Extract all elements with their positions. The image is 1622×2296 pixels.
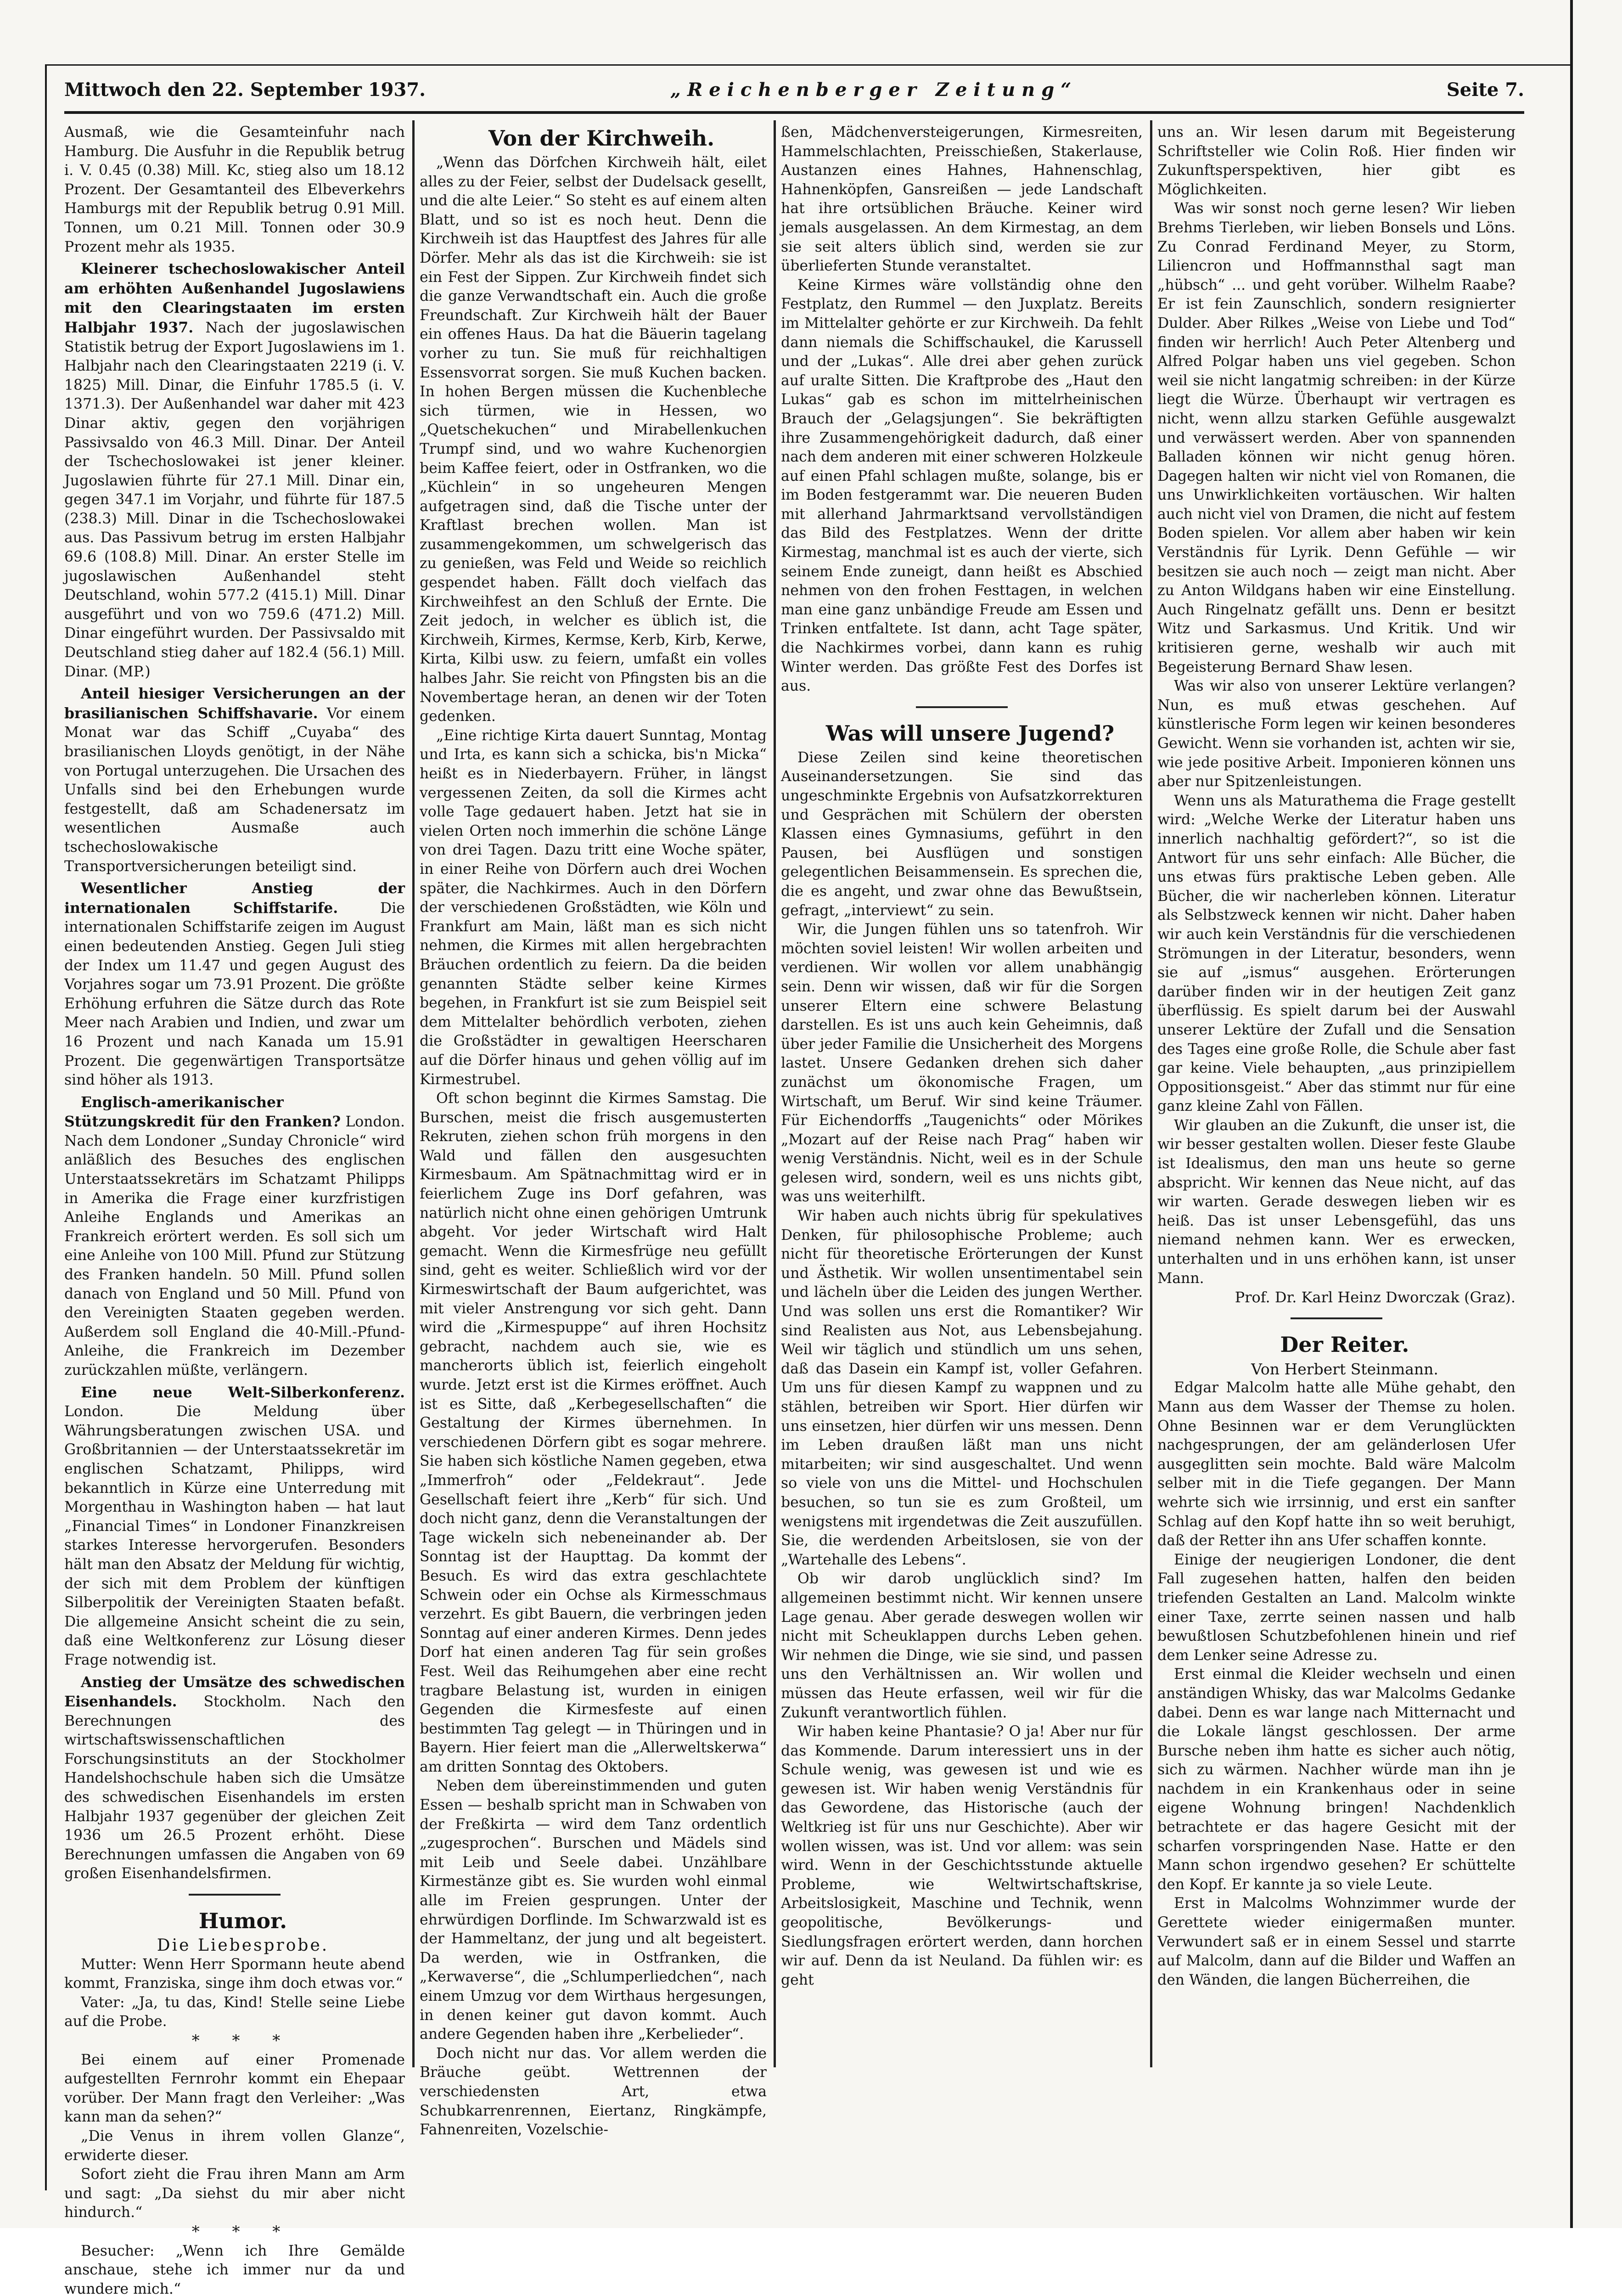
article-paragraph: Was wir sonst noch gerne lesen? Wir lieben Brehms Tierleben, wir lieben Bonsels und Löns. Zu Conrad Ferdinand Meyer, zu Storm, Liliencron und Hoffmannsthal sagt man „hübsch“ ... und geht vorüber. Wilhelm Raabe? Er ist fein Zaunschlich, sondern resignierter Dulder. Aber Rilkes „Weise von Liebe und Tod“ finden wir herrlich! Auch Peter Altenberg und Alfred Polgar haben uns viel gegeben. Schon weil sie nicht langatmig schreiben: in der Kürze liegt die Würze. Überhaupt wir vertragen es nicht, wenn allzu starken Gefühle ausgewalzt und verwässert werden. Aber von spannenden Balladen können wir nicht genug hören. Dagegen halten wir nicht viel von Romanen, die uns Unwirklichkeiten vortäuschen. Wir halten auch nicht viel von Dramen, die nicht auf festem Boden spielen. Vor allem aber haben wir kein Verständnis für Lyrik. Denn Gefühle — wir besitzen sie auch noch — zeigt man nicht. Aber zu Anton Wildgans haben wir eine Einstellung. Auch Ringelnatz gefällt uns. Denn er besitzt Witz und Sarkasmus. Und Kritik. Und wir kritisieren gerne, weshalb wir auch mit Begeisterung Bernard Shaw lesen. [1157, 200, 1515, 675]
news-item-body: Stockholm. Nach den Berechnungen des wirtschaftswissenschaftlichen Forschungsinstituts an der Stockholmer Handelshochschule haben sich die Umsätze des schwedischen Eisenhandels im ersten Halbjahr 1937 gegenüber der gleichen Zeit 1936 um 26.5 Prozent erhöht. Diese Berechnungen umfassen die Angaben von 69 großen Eisenhandelsfirmen. [64, 1694, 405, 1882]
article-paragraph: Wir, die Jungen fühlen uns so tatenfroh. Wir möchten soviel leisten! Wir wollen arbeiten und verdienen. Wir wollen vor allem unabhängig sein. Denn wir wissen, daß wir für die Sorgen unserer Eltern eine schwere Belastung darstellen. Es ist uns auch kein Geheimnis, daß über jeder Familie die Unsicherheit des Morgens lastet. Unsere Gedanken drehen sich daher zunächst um ökonomische Fragen, um Wirtschaft, um Beruf. Wir sind keine Träumer. Für Eichendorffs „Taugenichts“ oder Mörikes „Mozart auf der Reise nach Prag“ haben wir wenig Verständnis. Nicht, weil es in der Schule gelesen wird, sondern, weil es uns nichts gibt, was uns weiterhilft. [781, 921, 1143, 1205]
joke-line: Sofort zieht die Frau ihren Mann am Arm und sagt: „Da siehst du mir aber nicht hindurch.“ [64, 2166, 405, 2221]
news-item-franken [64, 1093, 405, 1380]
column-rule-2 [774, 120, 776, 2067]
news-item-jugoslawien [64, 259, 405, 681]
article-paragraph: Doch nicht nur das. Vor allem werden die Bräuche geübt. Wettrennen der verschiedensten Art, etwa Schubkarrenrennen, Eiertanz, Ringkämpfe, Fahnenreiten, Vozelschie- [420, 2045, 767, 2138]
article-paragraph: Ob wir darob unglücklich sind? Im allgemeinen bestimmt nicht. Wir kennen unsere Lage genau. Aber gerade deswegen wollen wir nicht mit Scheuklappen durchs Leben gehen. Wir nehmen die Dinge, wie sie sind, und passen uns den Verhältnissen an. Wir wollen und müssen das Heute erfassen, weil wir für die Zukunft verantwortlich fühlen. [781, 1570, 1143, 1721]
masthead-title: „Reichenberger Zeitung“ [670, 79, 1078, 101]
article-paragraph: Wir glauben an die Zukunft, die unser ist, die wir besser gestalten wollen. Dieser feste Glaube ist Idealismus, den man uns heute so gerne abspricht. Wir kennen das Neue nicht, auf das wir warten. Gerade deswegen lieben wir es heiß. Das ist unser Lebensgefühl, das uns niemand nehmen kann. Wer es erwecken, unterhalten und in uns erhöhen kann, ist unser Mann. [1157, 1117, 1515, 1287]
news-item-eisenhandel [64, 1673, 405, 1884]
news-item-headline: Anteil hiesiger Versicherungen an der brasilianischen Schiffshavarie. [64, 685, 405, 722]
joke-line: Bei einem auf einer Promenade aufgestellten Fernrohr kommt ein Ehepaar vorüber. Der Mann fragt den Verleiher: „Was kann man da sehen?“ [64, 2051, 405, 2126]
scan-border-top [45, 64, 1570, 66]
article-paragraph: „Eine richtige Kirta dauert Sunntag, Montag und Irta, es kann sich a schicka, bis'n Micka“ heißt es in Niederbayern. Früher, in längst vergessenen Zeiten, da soll die Kirmes acht volle Tage gedauert haben. Jetzt hat sie in vielen Orten noch immerhin die schöne Länge von drei Tagen. Dazu tritt eine Woche später, in einer Reihe von Dörfern auch drei Wochen später, die Nachkirmes. Auch in den Dörfern der verschiedenen Großstädten, wie Köln und Frankfurt am Main, läßt man es sich nicht nehmen, die Kirmes mit allen hergebrachten Bräuchen ordentlich zu feiern. Da die beiden genannten Städte selber keine Kirmes begehen, in Frankfurt ist sie zum Beispiel seit dem Mittelalter behördlich verboten, ziehen die Großstädter in gewaltigen Heerscharen auf die Dörfer hinaus und gehen völlig auf im Kirmestrubel. [420, 727, 767, 1088]
article-paragraph: Einige der neugierigen Londoner, die dent Fall zugesehen hatten, halfen den beiden triefenden Gestalten an Land. Malcolm winkte einer Taxe, zerrte seinen nassen und halb bewußtlosen Schutzbefohlenen hinein und rief dem Lenker seine Adresse zu. [1157, 1551, 1515, 1664]
column-economy [64, 123, 405, 2296]
news-item-headline: Kleinerer tschechoslowakischer Anteil am erhöhten Außenhandel Jugoslawiens mit den Clearingstaaten im ersten Halbjahr 1937. [64, 260, 405, 336]
joke-line: Mutter: Wenn Herr Spormann heute abend kommt, Franziska, singe ihm doch etwas vor.“ [64, 1956, 405, 1992]
section-divider [189, 1894, 281, 1896]
news-item-headline: Englisch-amerikanischer Stützungskredit für den Franken? [64, 1093, 341, 1131]
article-paragraph: Edgar Malcolm hatte alle Mühe gehabt, den Mann aus dem Wasser der Themse zu holen. Ohne Besinnen war er dem Verunglückten nachgesprungen, der am geländerlosen Ufer ausgeglitten sein mochte. Bald wäre Malcolm selber mit in die Tiefe gegangen. Der Mann wehrte sich wie irrsinnig, und erst ein sanfter Schlag auf den Kopf hatte ihn so weit beruhigt, daß der Retter ihn ans Ufer schaffen konnte. [1157, 1379, 1515, 1549]
masthead-page-number: Seite 7. [1446, 79, 1524, 101]
article-paragraph: Wir haben auch nichts übrig für spekulatives Denken, für philosophische Probleme; auch nicht für theoretische Erörterungen der Kunst und Ästhetik. Wir wollen unsentimentabel sein und lächeln über die Leiden des jungen Werther. Und was sollen uns erst die Romantiker? Wir sind Realisten aus Not, aus Lebensbejahung. Weil wir täglich und stündlich um uns sehen, daß das Dasein ein Kampf ist, voller Gefahren. Um uns für diesen Kampf zu wappnen und zu stählen, betreiben wir Sport. Hier dürfen wir uns einsetzen, hier dürfen wir uns messen. Denn im Leben draußen läßt man uns nicht mitarbeiten; wir sind ausgeschaltet. Und wenn so viele von uns die Mittel- und Hochschulen besuchen, so tun sie es zum Großteil, um wenigstens mit irgendetwas die Zeit auszufüllen. Sie, die werdenden Arbeitslosen, sie von der „Wartehalle des Lebens“. [781, 1208, 1143, 1568]
column-kirchweih [420, 123, 767, 2138]
article-paragraph: Was wir also von unserer Lektüre verlangen? Nun, es muß etwas geschehen. Auf künstlerische Form legen wir keinen besonderes Gewicht. Wenn sie vorhanden ist, achten wir sie, wie jede positive Arbeit. Imponieren können uns aber nur Spitzenleistungen. [1157, 678, 1515, 790]
section-divider [1291, 1317, 1382, 1319]
article-paragraph: Neben dem übereinstimmenden und guten Essen — beshalb spricht man in Schwaben von der Freßkirta — wird dem Tanz ordentlich „zugesprochen“. Burschen und Mädels sind mit Leib und Seele dabei. Unzählbare Kirmestänze gibt es. Sie wurden wohl einmal alle im Freien gesprungen. Unter der ehrwürdigen Dorflinde. Im Schwarzwald ist es der Hammeltanz, der jung und alt begeistert. Da werden, wie in Ostfranken, die „Kerwaverse“, die „Schlumperliedchen“, nach einem Umzug vor dem Wirthaus hergesungen, in denen keiner gut davon kommt. Auch andere Gegenden haben ihre „Kerbelieder“. [420, 1778, 767, 2043]
column-reiter [1157, 123, 1515, 2084]
section-divider [916, 706, 1008, 708]
masthead-date: Mittwoch den 22. September 1937. [64, 79, 426, 101]
article-paragraph: Erst in Malcolms Wohnzimmer wurde der Gerettete wieder einigermaßen munter. Verwundert saß er in einem Sessel und starrte auf Malcolm, dann auf die Bilder und Waffen an den Wänden, die langen Bücherreihen, die [1157, 1895, 1515, 1988]
article-paragraph: Wir haben keine Phantasie? O ja! Aber nur für das Kommende. Darum interessiert uns in der Schule wenig, was gewesen ist und wie es gewesen ist. Wir haben wenig Verständnis für das Gewordene, das Historische (auch der Weltkrieg ist für uns nur Geschichte). Aber wir wollen wissen, was ist. Und vor allem: was sein wird. Wenn in der Geschichtsstunde aktuelle Probleme, wie Weltwirtschaftskrise, Arbeitslosigkeit, Maschine und Technik, wenn geopolitische, Bevölkerungs- und Siedlungsfragen erörtert werden, dann horchen wir auf. Denn da ist Neuland. Da fühlen wir: es geht [781, 1723, 1143, 1988]
news-item-silberkonferenz [64, 1383, 405, 1670]
article-paragraph: „Wenn das Dörfchen Kirchweih hält, eilet alles zu der Feier, selbst der Dudelsack gesellt, und die alte Leier.“ So steht es auf einem alten Blatt, und so ist es noch heut. Denn die Kirchweih ist das Hauptfest des Jahres für alle Dörfer. Mehr als das ist die Kirchweih: sie ist ein Fest der Sippen. Zur Kirchweih findet sich die ganze Verwandtschaft ein. Auch die große Freundschaft. Zur Kirchweih hält der Bauer ein offenes Haus. Da hat die Bäuerin tagelang vorher zu tun. Sie muß für reichhaltigen Essensvorrat sorgen. Sie muß Kuchen backen. In hohen Bergen müssen die Kuchenbleche sich türmen, wie in Hessen, wo „Quetschekuchen“ und Mirabellenkuchen Trumpf sind, und wo wahre Kuchenorgien beim Kaffee feiert, oder in Ostfranken, wo die „Küchlein“ in so ungeheuren Mengen aufgetragen sind, daß die Tische unter der Kraftlast brechen wollen. Man ist zusammengekommen, um schwelgerisch das zu genießen, was Feld und Weide so reichlich gespendet haben. Fällt doch vielfach das Kirchweihfest an den Schluß der Ernte. Die Zeit jedoch, in welcher es üblich ist, die Kirchweih, Kirmes, Kermse, Kerb, Kirb, Kerwe, Kirta, Kilbi usw. zu feiern, umfaßt ein volles halbes Jahr. Sie reicht von Pfingsten bis an die Novembertage heran, an denen wir der Toten gedenken. [420, 154, 767, 725]
article-paragraph: ßen, Mädchenversteigerungen, Kirmesreiten, Hammelschlachten, Preisschießen, Stakerlause, Austanzen eines Hahnes, Hahnenschlag, Hahnenköpfen, Gansreißen — jede Landschaft hat ihre ortsüblichen Bräuche. Keiner wird jemals ausgelassen. An dem Kirmestag, an dem sie seit alters üblich sind, werden sie zur überlieferten Stunde veranstaltet. [781, 124, 1143, 275]
humor-heading: Humor. [198, 1908, 287, 1934]
news-item-schiffstarife [64, 879, 405, 1090]
news-item-headline: Anstieg der Umsätze des schwedischen Eisenhandels. [64, 1673, 405, 1711]
news-item-body: London. Nach dem Londoner „Sunday Chronicle“ wird anläßlich des Besuches des englischen Unterstaatssekretärs im Schatzamt Philipps in Amerika die Frage einer kurzfristigen Anleihe Englands und Amerikas an Frankreich erörtert werden. Es soll sich um eine Anleihe von 100 Mill. Pfund zur Stützung des Franken handeln. 50 Mill. Pfund sollen danach von England und 50 Mill. Pfund von den Vereinigten Staaten gegeben werden. Außerdem soll England die 40-Mill.-Pfund-Anleihe, die Frankreich im Dezember zurückzahlen müßte, verlängern. [64, 1114, 405, 1379]
column-rule-1 [412, 120, 415, 2067]
news-item-body: London. Die Meldung über Währungsberatungen zwischen USA. und Großbritannien — der Unterstaatssekretär im englischen Schatzamt, Philipps, wird bekanntlich in Kürze eine Unterredung mit Morgenthau in Washington haben — hat laut „Financial Times“ in Londoner Finanzkreisen starkes Interesse hervorgerufen. Besonders hält man den Absatz der Meldung für wichtig, der sich mit dem Problem der künftigen Silberpolitik der Vereinigten Staaten befaßt. Die allgemeine Ansicht scheint die zu sein, daß eine Weltkonferenz zur Lösung dieser Frage notwendig ist. [64, 1403, 405, 1668]
article-paragraph: Oft schon beginnt die Kirmes Samstag. Die Burschen, meist die frisch ausgemusterten Rekruten, ziehen schon früh morgens in den Wald und fällen den ausgesuchten Kirmesbaum. Am Spätnachmittag wird er in feierlichem Zuge ins Dorf gefahren, was natürlich nicht ohne einen gehörigen Umtrunk abgeht. Vor jeder Wirtschaft wird Halt gemacht. Wenn die Kirmesfrüge neu gefüllt sind, geht es weiter. Schließlich wird vor der Kirmeswirtschaft der Baum aufgerichtet, was mit vieler Anstrengung vor sich geht. Dann wird die „Kirmespuppe“ auf ihren Hochsitz gebracht, nachdem auch sie, wie es mancherorts üblich ist, feierlich eingeholt wurde. Jetzt erst ist die Kirmes eröffnet. Auch ist es Sitte, daß „Kerbegesellschaften“ die Gestaltung der Kirmes übernehmen. In verschiedenen Dörfern gibt es sogar mehrere. Sie haben sich köstliche Namen gegeben, etwa „Immerfroh“ oder „Feldekraut“. Jede Gesellschaft feiert ihre „Kerb“ für sich. Und doch nicht ganz, denn die Veranstaltungen der Tage wickeln sich nebeneinander ab. Der Sonntag ist der Haupttag. Da kommt der Besuch. Es wird das extra geschlachtete Schwein oder ein Ochse als Kirmesschmaus verzehrt. Es gibt Bauern, die verbringen jeden Sonntag auf einer anderen Kirmes. Denn jedes Dorf hat einen anderen Tag für sein großes Fest. Weil das Reihumgehen aber eine recht tragbare Belastung ist, wurden in einigen Gegenden die Kirmesfeste auf einen bestimmten Tag gelegt — in Thüringen und in Bayern. Hier feiert man die „Allerweltskerwa“ am dritten Sonntag des Oktobers. [420, 1090, 767, 1775]
news-item-body: Die internationalen Schiffstarife zeigen im August einen bedeutenden Anstieg. Gegen Juli stieg der Index um 11.47 und gegen August des Vorjahres sogar um 73.91 Prozent. Die größte Erhöhung erfuhren die Sätze durch das Rote Meer nach Arabien und Indien, und zwar um 16 Prozent und nach Kanada um 15.91 Prozent. Die gegenwärtigen Transportsätze sind höher als 1913. [64, 900, 405, 1089]
article-paragraph: Erst einmal die Kleider wechseln und einen anständigen Whisky, das war Malcolms Gedanke dabei. Denn es war lange nach Mitternacht und die Lokale längst geschlossen. Der arme Bursche neben ihm hatte es sicher auch nötig, sich zu wärmen. Nachher würde man ihn je nachdem in ein Krankenhaus oder in seine eigene Wohnung bringen! Nachdenklich betrachtete er das hagere Gesicht mit der scharfen vorspringenden Nase. Hatte er den Mann schon irgendwo gesehen? Er schüttelte den Kopf. Er kannte ja so viele Leute. [1157, 1666, 1515, 1893]
article-paragraph: Diese Zeilen sind keine theoretischen Auseinandersetzungen. Sie sind das ungeschminkte Ergebnis von Aufsatzkorrekturen und Gesprächen mit Schülern der obersten Klassen eines Gymnasiums, geführt in den Pausen, bei Ausflügen und sonstigen gelegentlichen Beisammensein. Es sprechen die, die es angeht, und zwar ohne das Bewußtsein, gefragt, „interviewt“ zu sein. [781, 749, 1143, 919]
scan-border-right [1570, 0, 1573, 2228]
masthead [64, 79, 1524, 111]
joke-line: Besucher: „Wenn ich Ihre Gemälde anschaue, stehe ich immer nur da und wundere mich.“ [64, 2242, 405, 2296]
article-title-kirchweih: Von der Kirchweih. [488, 126, 715, 151]
news-item-versicherung [64, 684, 405, 876]
news-item-headline: Eine neue Welt-Silberkonferenz. [81, 1384, 405, 1401]
economy-intro: Ausmaß, wie die Gesamteinfuhr nach Hamburg. Die Ausfuhr in die Republik betrug i. V. 0.45 (0.38) Mill. Kc, stieg also um 18.12 Prozent. Der Gesamtanteil des Elbeverkehrs Hamburgs mit der Republik betrug 0.91 Mill. Tonnen, um 0.21 Mill. Tonnen oder 30.9 Prozent mehr als 1935. [64, 124, 405, 255]
joke-separator: * * * [191, 2032, 294, 2050]
article-title-reiter: Der Reiter. [1280, 1332, 1409, 1357]
article-paragraph: Wenn uns als Maturathema die Frage gestellt wird: „Welche Werke der Literatur haben uns innerlich nachhaltig gefördert?“, so ist die Antwort für uns sehr einfach: Alle Bücher, die uns etwas fürs praktische Leben geben. Alle Bücher, die wir nacherleben können. Literatur als Selbstzweck kennen wir nicht. Daher haben wir auch kein Verständnis für die verschiedenen Strömungen in der Literatur, besonders, wenn sie auf „ismus“ ausgehen. Erörterungen darüber finden wir in der heutigen Zeit ganz überflüssig. Es spielt darum bei der Auswahl unserer Lektüre der Zufall und die Sensation des Tages eine große Rolle, die Schule aber fast gar keine. Viele behaupten, „aus prinzipiellem Oppositionsgeist.“ Aber das stimmt nur für eine ganz kleine Zahl von Fällen. [1157, 792, 1515, 1115]
masthead-rule [64, 111, 1524, 114]
joke-separator: * * * [191, 2222, 294, 2241]
column-jugend [781, 123, 1143, 2084]
news-item-body: Vor einem Monat war das Schiff „Cuyaba“ des brasilianischen Lloyds genötigt, in der Nähe von Portugal unterzugehen. Die Ursachen des Unfalls sind bei den Erhebungen wurde festgestellt, daß am Schadenersatz im wesentlichen Ausmaße auch tschechoslowakische Transportversicherungen beteiligt sind. [64, 705, 405, 875]
humor-subheading: Die Liebesprobe. [157, 1936, 329, 1955]
news-item-body: Nach der jugoslawischen Statistik betrug der Export Jugoslawiens im 1. Halbjahr nach den Clearingstaaten 2219 (i. V. 1825) Mill. Dinar, die Einfuhr 1785.5 (i. V. 1371.3). Der Außenhandel war daher mit 423 Dinar aktiv, gegen den vorjährigen Passivsaldo von 46.3 Mill. Dinar. Der Anteil der Tschechoslowakei ist jener kleiner. Jugoslawien führte für 27.1 Mill. Dinar ein, gegen 347.1 im Vorjahr, und führte für 187.5 (238.3) Mill. Dinar in die Tschechoslowakei aus. Das Passivum betrug im ersten Halbjahr 69.6 (108.8) Mill. Dinar. An erster Stelle im jugoslawischen Außenhandel steht Deutschland, wohin 577.2 (415.1) Mill. Dinar ausgeführt und von wo 759.6 (471.2) Mill. Dinar eingeführt wurden. Der Passivsaldo mit Deutschland stieg daher auf 182.4 (56.1) Mill. Dinar. (MP.) [64, 319, 405, 680]
article-paragraph: uns an. Wir lesen darum mit Begeisterung Schriftsteller wie Colin Roß. Hier finden wir Zukunftsperspektiven, hier gibt es Möglichkeiten. [1157, 124, 1515, 198]
scan-border-left [45, 64, 47, 2190]
joke-line: „Die Venus in ihrem vollen Glanze“, erwiderte dieser. [64, 2127, 405, 2164]
article-title-jugend: Was will unsere Jugend? [825, 720, 1115, 746]
joke-line: Vater: „Ja, tu das, Kind! Stelle seine Liebe auf die Probe. [64, 1994, 405, 2030]
article-byline: Von Herbert Steinmann. [1251, 1360, 1438, 1378]
news-item-headline: Wesentlicher Anstieg der internationalen Schiffstarife. [64, 880, 405, 917]
article-paragraph: Keine Kirmes wäre vollständig ohne den Festplatz, den Rummel — den Juxplatz. Bereits im Mittelalter gehörte er zur Kirchweih. Da fehlt dann niemals die Schiffschaukel, die Karussell und der „Lukas“. Alle drei aber gehen zurück auf uralte Sitten. Die Kraftprobe des „Haut den Lukas“ gab es schon im mittelrheinischen Brauch der „Gelagsjungen“. Sie bekräftigten ihre Zusammengehörigkeit dadurch, daß einer nach dem anderen mit einer schweren Holzkeule auf einen Pfahl schlagen mußte, solange, bis er im Boden festgerammt war. Die neueren Buden mit allerhand Jahrmarktsand vervollständigen das Bild des Festplatzes. Wenn der dritte Kirmestag, manchmal ist es auch der vierte, sich seinem Ende zuneigt, dann heißt es Abschied nehmen von den frohen Festtagen, in welchen man eine ganz unbändige Freude am Essen und Trinken entfaltete. Ist dann, acht Tage später, die Nachkirmes vorbei, dann kann es ruhig Winter werden. Das größte Fest des Dorfes ist aus. [781, 276, 1143, 695]
article-author: Prof. Dr. Karl Heinz Dworczak (Graz). [1235, 1289, 1515, 1306]
column-rule-3 [1150, 120, 1152, 2067]
